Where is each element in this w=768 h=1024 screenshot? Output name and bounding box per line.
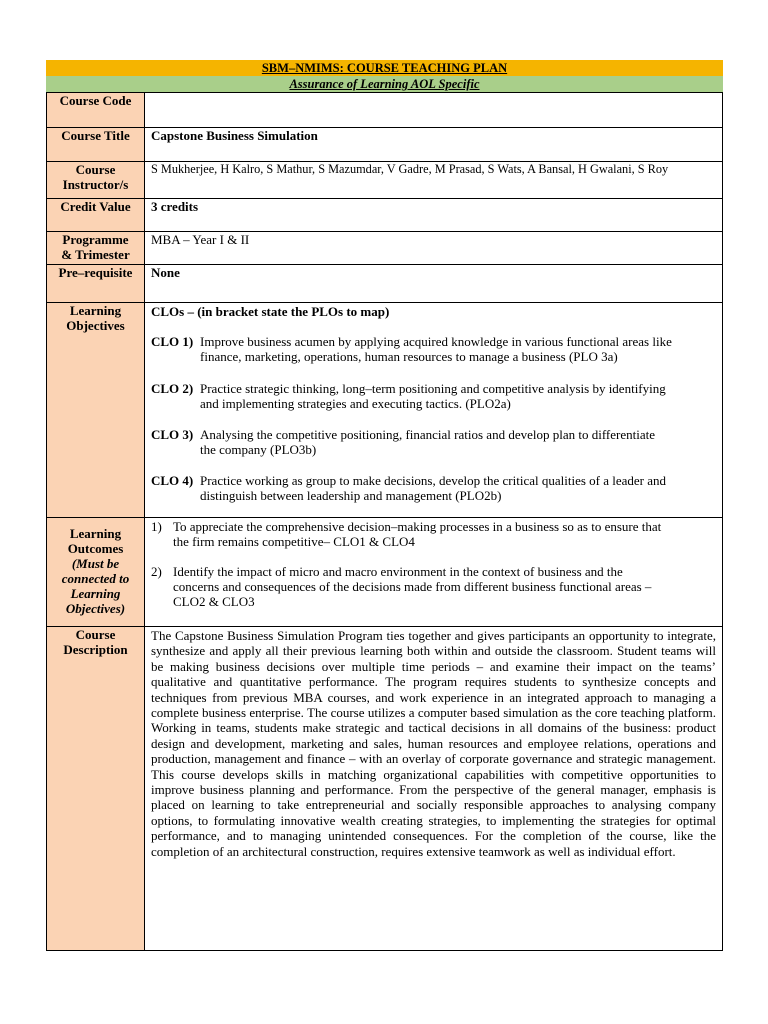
course-plan-table: [46, 92, 723, 951]
outcome-text-line1: Identify the impact of micro and macro environment in the context of business and the: [173, 564, 623, 579]
learning-outcomes-label-line1: Learning: [69, 526, 122, 541]
course-teaching-plan: [46, 60, 723, 951]
course-description-label-line2: Description: [63, 642, 128, 657]
outcome-item: [151, 519, 716, 549]
clo-text-line2: distinguish between leadership and management (PLO2b): [200, 488, 502, 503]
outcome-number: 1): [151, 519, 162, 534]
clo-item: [151, 381, 716, 411]
learning-objectives-label-line1: Learning: [69, 303, 122, 318]
row-prerequisite: [47, 265, 723, 303]
row-course-description: [47, 627, 723, 951]
row-course-code: [47, 93, 723, 128]
clo-item: [151, 334, 716, 364]
clo-text-line2: the company (PLO3b): [200, 442, 317, 457]
document-title: SBM–NMIMS: COURSE TEACHING PLAN: [261, 61, 508, 75]
clo-id: CLO 2): [151, 381, 194, 396]
document-title-banner: [46, 60, 723, 76]
prerequisite-value: None: [151, 265, 180, 280]
clo-id: CLO 1): [151, 334, 194, 349]
row-instructors: [47, 162, 723, 199]
outcome-text-line2: the firm remains competitive– CLO1 & CLO4: [173, 534, 415, 549]
clo-text-line1: Practice working as group to make decisions, develop the critical qualities of a leader and: [200, 473, 667, 488]
clo-heading: CLOs – (in bracket state the PLOs to map): [151, 304, 390, 319]
programme-label-line1: Programme: [62, 232, 129, 247]
instructors-label-line2: Instructor/s: [62, 177, 129, 192]
learning-outcomes-note-line2: connected to: [61, 571, 130, 586]
course-title-value: Capstone Business Simulation: [151, 128, 318, 143]
prerequisite-label: Pre–requisite: [58, 265, 133, 280]
programme-value: MBA – Year I & II: [151, 232, 250, 247]
row-learning-outcomes: [47, 518, 723, 627]
outcome-list: [145, 518, 723, 627]
row-credit-value: [47, 199, 723, 232]
course-code-value: [145, 93, 723, 128]
learning-outcomes-note-line1: (Must be: [71, 556, 120, 571]
instructors-value: S Mukherjee, H Kalro, S Mathur, S Mazumdar, V Gadre, M Prasad, S Wats, A Bansal, H Gwalani, S Roy: [151, 162, 669, 176]
course-description-text: The Capstone Business Simulation Program ties together and gives participants an opportunity to integrate, synthesize and apply all their previous learning both within and outside the classroom. Student teams will be making business decisions over multiple time periods – and examine their impact on the teams’ qualitative and quantitative performance. The program requires students to synthesize concepts and techniques from previous MBA courses, and work experience in an integrated approach to managing a complete business enterprise. The course utilizes a computer based simulation as the core teaching platform. Working in teams, students make strategic and tactical decisions in all domains of the business: product design and development, marketing and sales, human resources and employee relations, operations and production, management and finance – with an overlay of corporate governance and strategic management. This course develops skills in matching organizational capabilities with competitive opportunities to improve business planning and performance. From the perspective of the general manager, emphasis is placed on learning to take entrepreneurial and socially responsible approaches to analysing company options, to formulating innovative wealth creating strategies, to implementing the strategies for optimal performance, and to managing unintended consequences. For the completion of the course, like the completion of an architectural construction, requires extensive teamwork as well as individual effort.: [151, 628, 716, 859]
clo-text-line1: Improve business acumen by applying acquired knowledge in various functional areas like: [200, 334, 672, 349]
course-description-label-line1: Course: [75, 627, 116, 642]
clo-item: [151, 427, 716, 457]
clo-id: CLO 3): [151, 427, 194, 442]
row-learning-objectives: [47, 303, 723, 518]
outcome-number: 2): [151, 564, 162, 579]
outcome-text-line2: concerns and consequences of the decisions made from different business functional areas –: [173, 579, 652, 594]
clo-text-line2: finance, marketing, operations, human resources to manage a business (PLO 3a): [200, 349, 618, 364]
credit-value: 3 credits: [151, 199, 199, 214]
document-subtitle-banner: [46, 76, 723, 92]
clo-text-line2: and implementing strategies and executing tactics. (PLO2a): [200, 396, 511, 411]
document-subtitle: Assurance of Learning AOL Specific: [289, 77, 480, 91]
programme-label-line2: & Trimester: [61, 247, 130, 262]
learning-outcomes-label-line2: Outcomes: [67, 541, 124, 556]
clo-item: [151, 473, 716, 503]
outcome-text-line3: CLO2 & CLO3: [173, 594, 255, 609]
learning-objectives-label-line2: Objectives: [66, 318, 125, 333]
outcome-item: [151, 564, 716, 609]
credit-value-label: Credit Value: [60, 199, 131, 214]
row-programme: [47, 232, 723, 265]
clo-list: [145, 303, 723, 518]
clo-text-line1: Practice strategic thinking, long–term positioning and competitive analysis by identifying: [200, 381, 666, 396]
learning-outcomes-note-line3: Learning: [70, 586, 121, 601]
outcome-text-line1: To appreciate the comprehensive decision–making processes in a business so as to ensure that: [173, 519, 662, 534]
clo-text-line1: Analysing the competitive positioning, financial ratios and develop plan to differentiate: [200, 427, 655, 442]
course-code-label: Course Code: [59, 93, 132, 108]
course-title-label: Course Title: [61, 128, 130, 143]
instructors-label-line1: Course: [75, 162, 116, 177]
learning-outcomes-note-line4: Objectives): [65, 601, 126, 616]
row-course-title: [47, 128, 723, 162]
clo-id: CLO 4): [151, 473, 194, 488]
